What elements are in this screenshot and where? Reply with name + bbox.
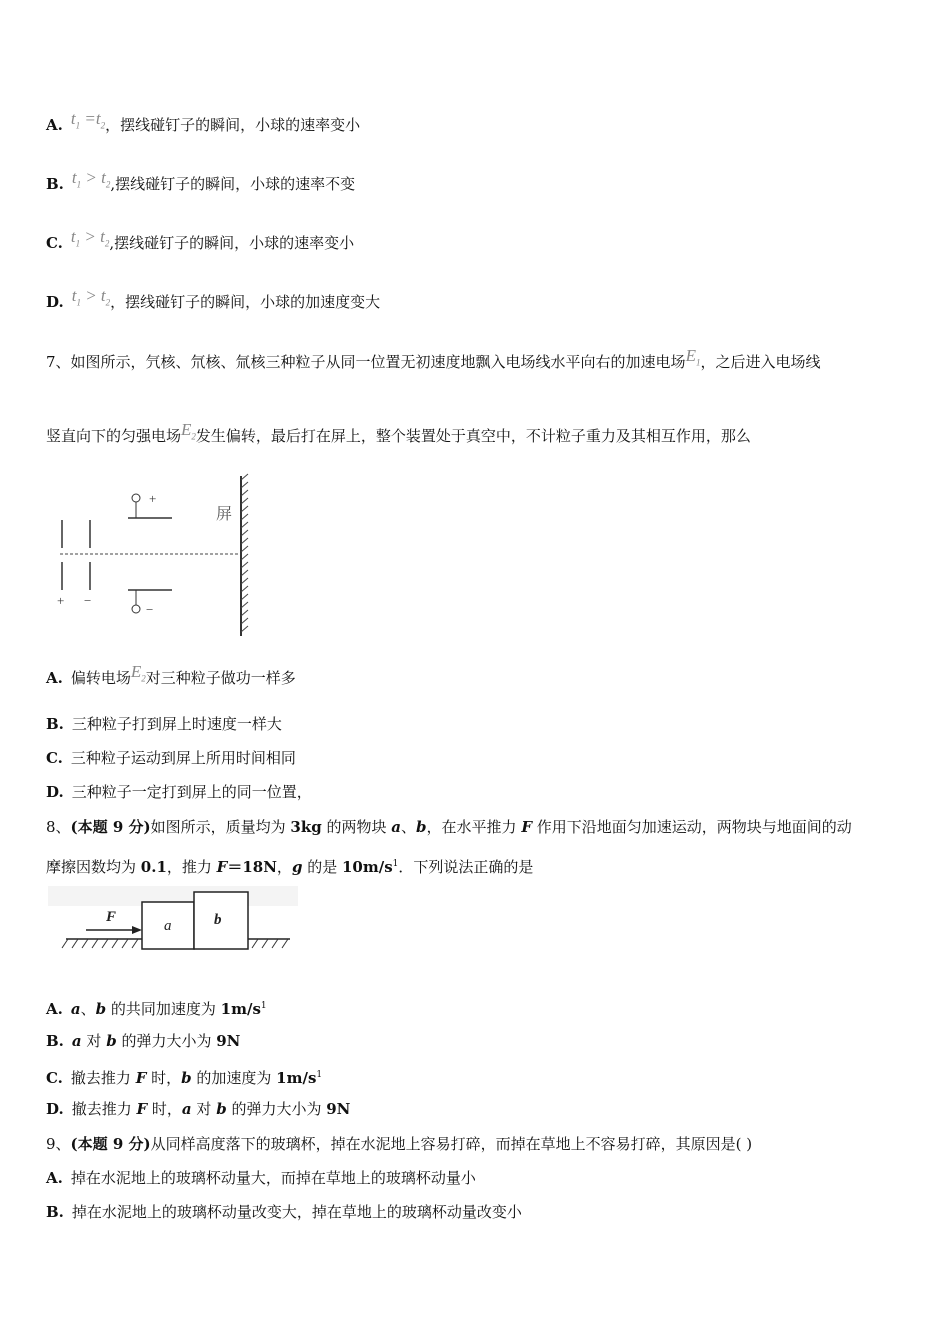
q9-option-a: A. 掉在水泥地上的玻璃杯动量大，而掉在草地上的玻璃杯动量小	[46, 1169, 476, 1187]
option-label: D.	[46, 293, 64, 311]
option-text: ，摆线碰钉子的瞬间，小球的速率变小	[105, 116, 361, 134]
accel-minus-sign: −	[84, 593, 92, 608]
q7-option-a: A. 偏转电场$E_2$对三种粒子做功一样多	[46, 662, 296, 687]
option-text: ,摆线碰钉子的瞬间，小球的速率不变	[110, 175, 356, 193]
option-label: C.	[46, 749, 63, 767]
option-label: B.	[46, 1203, 64, 1221]
q6-option-b	[46, 168, 356, 200]
q6-option-d	[46, 286, 381, 318]
option-label: B.	[46, 715, 64, 733]
q8-option-a: A. a、b 的共同加速度为 $1m/s^1$	[46, 1000, 267, 1018]
deflect-terminal-top	[132, 494, 140, 502]
option-label: D.	[46, 1100, 64, 1118]
math-t1-gt-t2: $t_1 > t_2$	[70, 227, 110, 249]
q7-option-c: C. 三种粒子运动到屏上所用时间相同	[46, 749, 296, 767]
q6-option-a	[46, 109, 361, 141]
option-label: A.	[46, 1000, 63, 1018]
math-t1-gt-t2: $t_1 > t_2$	[71, 286, 111, 308]
q8-stem-line-1: 8、(本题 9 分)如图所示，质量均为 3kg 的两物块 a、b，在水平推力 F 作用下沿地面匀加速运动，两物块与地面间的动	[46, 818, 852, 836]
deflect-terminal-bottom	[132, 605, 140, 613]
q8-option-b: B. a 对 b 的弹力大小为 9N	[46, 1032, 241, 1050]
option-label: C.	[46, 1069, 63, 1087]
math-e2: $E_2$	[181, 420, 196, 442]
math-t1-eq-t2: $t_1 =t_2$	[70, 109, 106, 131]
option-label: A.	[46, 116, 63, 134]
q8-stem-line-2: 摩擦因数均为 0.1，推力 F＝18N，g 的是 $10m/s^1$．下列说法正确的是	[46, 858, 534, 876]
q9-stem: 9、(本题 9 分)从同样高度落下的玻璃杯，掉在水泥地上容易打碎，而掉在草地上不容易打碎，其原因是( )	[46, 1135, 753, 1153]
q8-option-d: D. 撤去推力 F 时，a 对 b 的弹力大小为 9N	[46, 1100, 351, 1118]
option-label: A.	[46, 1169, 63, 1187]
option-text: ，摆线碰钉子的瞬间，小球的加速度变大	[110, 293, 381, 311]
option-text: ,摆线碰钉子的瞬间，小球的速率变小	[109, 234, 355, 252]
option-label: B.	[46, 175, 64, 193]
q6-option-c	[46, 227, 355, 259]
q8-blocks-figure	[48, 886, 298, 966]
math-e2: $E_2$	[130, 662, 146, 684]
q7-stem-line-1: 7、如图所示，氕核、氘核、氚核三种粒子从同一位置无初速度地飘入电场线水平向右的加速电场$E_1$，之后进入电场线	[46, 346, 821, 371]
force-arrow-head	[132, 926, 142, 934]
q7-option-b: B. 三种粒子打到屏上时速度一样大	[46, 715, 282, 733]
q8-option-c: C. 撤去推力 F 时，b 的加速度为 $1m/s^1$	[46, 1069, 323, 1087]
q7-stem-line-2: 竖直向下的匀强电场$E_2$发生偏转，最后打在屏上，整个装置处于真空中，不计粒子重力及其相互作用，那么	[46, 420, 751, 445]
option-label: A.	[46, 669, 63, 687]
math-e1: $E_1$	[685, 346, 701, 368]
option-label: C.	[46, 234, 63, 252]
option-label: B.	[46, 1032, 64, 1050]
deflect-plus-sign: +	[149, 491, 157, 506]
q7-option-d: D. 三种粒子一定打到屏上的同一位置，	[46, 783, 312, 801]
accel-plus-sign: +	[57, 593, 65, 608]
force-label: F	[106, 909, 117, 925]
q9-option-b: B. 掉在水泥地上的玻璃杯动量改变大，掉在草地上的玻璃杯动量改变小	[46, 1203, 522, 1221]
block-a-label: a	[164, 918, 172, 934]
block-b-label: b	[214, 912, 222, 928]
screen-hatching	[241, 474, 248, 632]
option-label: D.	[46, 783, 64, 801]
q7-apparatus-figure	[50, 472, 270, 642]
screen-label: 屏	[216, 506, 233, 523]
math-t1-gt-t2: $t_1 > t_2$	[71, 168, 111, 190]
deflect-minus-sign: −	[146, 602, 154, 617]
